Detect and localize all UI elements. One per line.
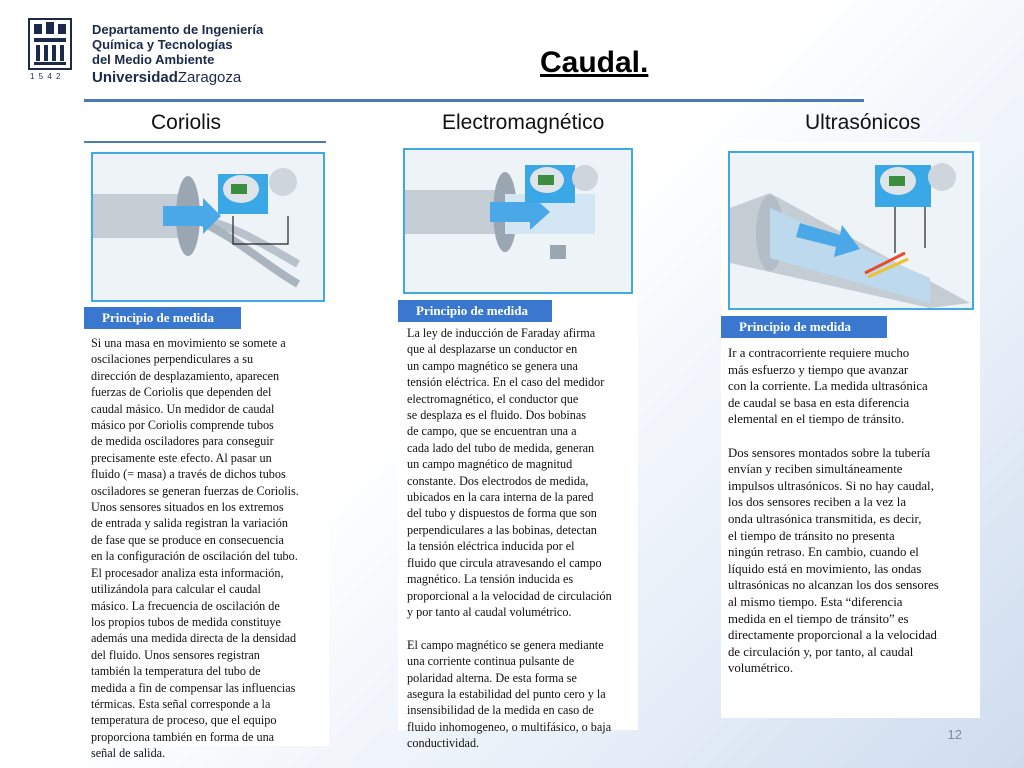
dept-line-2: Química y Tecnologías [92,37,233,52]
ultrasonicos-diagram [728,151,974,310]
principle-badge: Principio de medida [398,300,552,322]
dept-line-3: del Medio Ambiente [92,52,215,67]
column-title-ultrasonicos: Ultrasónicos [805,111,921,134]
logo-year: 1 5 4 2 [30,72,62,81]
university-name [92,70,263,85]
principle-badge: Principio de medida [84,307,241,329]
university-name-light: Zaragoza [177,69,242,86]
column-title-electromagnetico: Electromagnético [442,111,605,134]
title-rule [84,99,864,102]
electromagnetico-description: La ley de inducción de Faraday afirma que al desplazarse un conductor en un campo magnético se genera una tensión eléctrica. En el caso del medidor electromagnético, el conductor que se desplaza es el fluido. Dos bobinas de campo, que se encuentran una a cada lado del tubo de medida, generan un campo magnético de magnitud constante. Dos electrodos de medida, ubicados en la cara interna de la pared del tubo y dispuestos de forma que son perpendiculares a las bobinas, detectan la tensión eléctrica inducida por el fluido que circula atravesando el campo magnético. La tensión inducida es proporcional a la velocidad de circulación y por tanto al caudal volumétrico. El campo magnético se genera mediante una corriente continua pulsante de polaridad alterna. De esta forma se asegura la estabilidad del punto cero y la insensibilidad de la medida en caso de fluido inhomogeneo, o multifásico, o baja conductividad. [407,326,612,751]
coriolis-description: Si una masa en movimiento se somete a oscilaciones perpendiculares a su dirección de desplazamiento, aparecen fuerzas de Coriolis que dependen del caudal másico. Un medidor de caudal másico por Coriolis comprende tubos de medida osciladores para conseguir precisamente este efecto. Al pasar un fluido (= masa) a través de dichos tubos osciladores se generan fuerzas de Coriolis. Unos sensores situados en los extremos de entrada y salida registran la variación de fase que se produce en consecuencia en la configuración de oscilación del tubo. El procesador analiza esta información, utilizándola para calcular el caudal másico. La frecuencia de oscilación de los propios tubos de medida constituye además una medida directa de la densidad del fluido. Unos sensores registran también la temperatura del tubo de medida a fin de compensar las influencias térmicas. Esta señal corresponde a la temperatura de proceso, que el equipo proporciona también en forma de una señal de salida. [91,336,299,761]
slide-title: Caudal. [540,46,649,79]
ultrasonicos-panel [721,142,980,718]
university-name-bold: Universidad [92,69,178,86]
coriolis-panel [84,144,329,761]
dept-line-1: Departamento de Ingeniería [92,22,264,37]
electromagnetico-panel [398,140,638,751]
column-title-coriolis: Coriolis [151,111,222,134]
ultrasonicos-description: Ir a contracorriente requiere mucho más esfuerzo y tiempo que avanzar con la corriente. La medida ultrasónica de caudal se basa en esta diferencia elemental en el tiempo de tránsito. Dos sensores montados sobre la tubería envían y reciben simultáneamente impulsos ultrasónicos. Si no hay caudal, los dos sensores reciben a la vez la onda ultrasónica transmitida, es decir, el tiempo de tránsito no presenta ningún retraso. En cambio, cuando el líquido está en movimiento, las ondas ultrasónicas no alcanzan los dos sensores al mismo tiempo. Esta “diferencia medida en el tiempo de tránsito” es directamente proporcional a la velocidad de circulación y, por tanto, al caudal volumétrico. [728,346,939,676]
university-logo [28,18,270,86]
coriolis-diagram [91,152,325,302]
university-crest-icon [28,18,72,84]
department-name [92,22,263,85]
page-number: 12 [947,727,962,742]
principle-badge: Principio de medida [721,316,887,338]
column-underline [84,141,326,143]
electromagnetico-diagram [403,148,633,294]
